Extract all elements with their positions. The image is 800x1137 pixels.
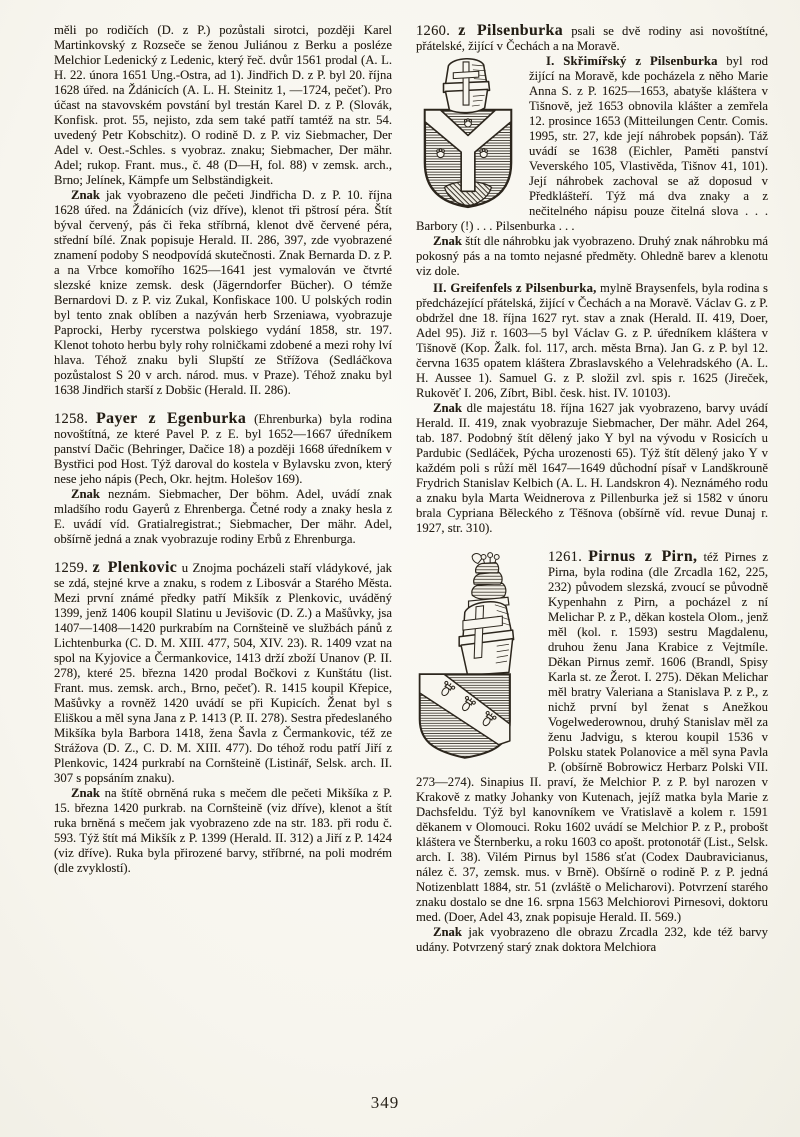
entry-1259 <box>54 560 392 786</box>
body-text: mylně Braysenfels, byla rodina s předcházející přátelská, žijící v Čechách a na Moravě. Václav G. z P. obdržel dne 18. října 1627 ryt. stav a znak (Herald. II. 419, Doer, Adel 95). Již r. 1603—5 byl Václav G. z P. úředníkem kláštera v Tišnově (Kop. Žalk. fol. 117, arch. města Brna). Jan G. z P. byl 12. června 1635 opatem kláštera Zbraslavského a Velehradského (A. L. H. Aussee 1). Samuel G. z P. složil zvl. spis r. 1625 (Jireček, Rukověť I. 206, Zíbrt, Bibl. česk. hist. IV. 10103). <box>416 281 768 400</box>
entry-number: 1259. <box>54 560 89 576</box>
body-text: též Pirnes z Pirna, byla rodina (dle Zrcadla 162, 225, 232) původem slezská, zvoucí se původně Kypenhahn z Pirn, a pocházel z ní Melichar P. z P., děkan kostela Olom., jenž měl (kol. r. 1593) sestru Magdalenu, druhou ženu Jana Krabice z Vejtmíle. Děkan Pirnus zemř. 1606 (Brandl, Spisy Karla st. ze Žerot. I. 275). Děkan Melichar měl bratry Valeriana a Stanislava P. z P., z nichž první byl ženat s Anežkou Vogelwederownou, druhý Stanislav měl za ženu Jadvigu, s kterou koupil 1536 v Polsku statek Polanovice a měl syna Pavla P. (obšírně Bobrowicz Herbarz Polski VII. 273—274). Sinapius II. praví, že Melchior P. z P. byl narozen v Krakově z matky Johanky von Kutenach, jejíž matka byla Marie z Dachsfeldu. Týž byl kanovníkem ve Vratislavě a kolem r. 1591 děkanem v Olomouci. Roku 1602 uvádí se Melchior P. z P., probošt kláštera ve Šternberku, a roku 1603 co apošt. protonotář (List., Selsk. arch. I. 38). Vilém Pirnus byl 1586 sťat (Codex Daubravicianus, nález č. 37, zemsk. mus. v Brně). Obšírně o rodině P. z P. jedná Notizenblatt 1884, str. 51 (zvláště o Melicharovi). Potvrzení starého znaku dostalo se dne 16. srpna 1563 Melchiorovi Pirnesovi, doktoru med. (Doer, Adel 43, znak popisuje Herald. II. 569.) <box>416 550 769 924</box>
body-text: jak vyobrazeno dle obrazu Zrcadla 232, kde též barvy udány. Potvrzený starý znak doktora Melchiora <box>416 925 768 954</box>
body-text: měli po rodičích (D. z P.) pozůstali sirotci, později Karel Martinkovský z Rozseče se ženou Juliánou z Berku a posléze Melchior Ledenický z Ledenic, který řeč. dvůr 1561 prodal (A. L. H. 22. února 1651 Ung.-Ostra, ad 1). Jindřich D. z P. byl 20. října 1628 úřed. na Ždánicích (A. L. H. Steinitz 1, —1724, pečeť). Pro účast na stavovském povstání byl trestán Karel D. z P. (Slovák, Konfisk. prot. 55, nejisto, zda sem také patří tamtéž na str. 54. uvedený Petr Kobschitz). O rodině D. z P. viz Siebmacher, Der Adel v. Oest.-Schles. s vyobraz. znaku; Siebmacher, Der mähr. Adel; rukop. Frant. mus., č. 48 (D—H, fol. 88) v zemsk. arch., Brno; Jelínek, Kämpfe um Selbständigkeit. <box>54 23 392 187</box>
left-column <box>54 23 392 955</box>
page-number: 349 <box>370 1093 400 1112</box>
sub-entry-heading: II. Greifenfels z Pilsenburka, <box>433 281 597 295</box>
pirnus-coat-of-arms-image <box>416 552 538 759</box>
entry-title: Payer z Egenburka <box>96 410 247 427</box>
continuation-paragraph <box>54 23 392 188</box>
body-text: psali se dvě rodiny asi novoštítné, přátelské, žijící v Čechách a na Moravě. <box>416 24 768 53</box>
right-column <box>416 23 768 955</box>
entry-1260 <box>416 23 768 54</box>
entry-number: 1261. <box>548 549 583 565</box>
entry-1258 <box>54 411 392 487</box>
znak-paragraph-1258 <box>54 487 392 547</box>
body-text: dle majestátu 18. října 1627 jak vyobrazeno, barvy uvádí Herald. II. 419, znak vyobrazuje Siebmacher, Der mähr. Adel 264, tab. 187. Podobný štít dělený jako Y byl na vývodu v Rosicích u Pardubic (Sedláček, Pýcha urozenosti 65). Týž štít dělený jako Y v každém poli s růží měl 1647—1649 důchodní písař v Landškrouně Frydrich Stanislav Kelbich (A. L. H. Landskron 4). Neznámého rodu a znaku byla Marta Weidnerova z Pillenburka jež si 1582 v únoru brala Cypriana Běleckého z Těšnova (obšírně víd. revue Dunaj r. 1927, str. 310). <box>416 401 768 535</box>
znak-paragraph-greifenfels <box>416 401 768 536</box>
znak-paragraph-dubravka <box>54 188 392 398</box>
sub-entry-heading: I. Skřimířský z Pilsenburka <box>546 54 718 68</box>
body-text: neznám. Siebmacher, Der böhm. Adel, uvádí znak mladšího rodu Gayerů z Ehrenberga. Četné rody a znaky hesla z E. uvádí víd. Gratialregistrat.; Siebmacher, Der mähr. Adel, obšírně jedná a znak vyobrazuje rodiny Erbů z Ehrenburga. <box>54 487 392 546</box>
body-text: na štítě obrněná ruka s mečem dle pečeti Mikšíka z P. 15. března 1420 purkrab. na Cornšteině (viz dříve), klenot a štít ruka brněná s mečem jak vyobrazeno zde na str. 183. při rodu č. 593. Týž štít má Mikšík z P. 1399 (Herald. II. 312) a Jiří z P. 1424 (viz dříve). Ruka byla přirozené barvy, stříbrné, na poli modrém (dle zvyklostí). <box>54 786 392 875</box>
znak-paragraph-1259 <box>54 786 392 876</box>
entry-number: 1258. <box>54 411 89 427</box>
znak-lead: Znak <box>71 188 100 202</box>
sub-entry-greifenfels <box>416 281 768 401</box>
entry-title: z Pilsenburka <box>458 22 564 39</box>
skrimirsky-coat-of-arms-image <box>419 57 517 209</box>
body-text: byl rod žijící na Moravě, kde pocházela z něho Marie Anna S. z P. 1625—1653, abatyše kláštera v Tišnově, jež 1653 obnovila klášter a zemřela 12. prosince 1653 (Mitteilungen Centr. Comis. 1995, str. 27, kde její náhrobek popsán). Táž uvádí se 1638 (Eichler, Paměti panství Veverského 105, Vlastivěda, Tišnov 41, 101). Její náhrobek zachoval se až doposud v Předklášteří. Týž má dva znaky a z nečitelného nápisu pouze čitelná slova . . . Barbory (!) . . . Pilsenburka . . . <box>416 54 768 233</box>
znak-lead: Znak <box>433 401 462 415</box>
body-text: štít dle náhrobku jak vyobrazeno. Druhý znak náhrobku má pokosný pás a na tomto nejasné předměty. Ohledně barev a klenotu viz dole. <box>416 234 768 278</box>
body-text: (Ehrenburka) byla rodina novoštítná, ze které Pavel P. z E. byl 1652—1667 úředníkem panství Dačic (Behringer, Dačice 18) a později 1668 úředníkem v Bystřici pod Host. Týž daroval do kostela v Bylavsku zvon, který nese jeho nápis (Pech, Okr. hejtm. Holešov 169). <box>54 412 393 486</box>
entry-title: Pirnus z Pirn, <box>588 548 698 565</box>
znak-lead: Znak <box>71 786 100 800</box>
sub-entry-skrimirsky <box>416 54 768 234</box>
body-text: u Znojma pocházeli staří vládykové, jak se zdá, stejné krve a znaku, s rodem z Libosvár a Starého Města. Mezi první známé předky patří Mikšík z Plenkovic, uváděný 1399, jenž 1406 koupil Slatinu u Jevišovic (D. Z.) a Mašůvky, jsa 1407—1408—1420 purkrabím na Cornšteině ve službách pánů z Lichtenburka (C. D. M. XIII. 477, 504, XIV. 23). R. 1409 vzat na spol na Kyjovice a Čermankovice, 1413 drží zboží Unanov (P. II. 278), které 25. března 1420 prodal Bočkovi z Kunštátu (list. Frant. mus. zemsk. arch., Brno, pečeť). R. 1415 koupil Křepice, Mašůvky a rovněž 1420 uvádí se při Kupicích. Ženat byl s Eliškou a měl syna Jana z P. 1413 (P. II. 278). Sestra předeslaného Mikšíka byla Barbora 1418, žena Šavla z Čermankovic, též ze Strážova (D. Z., C. D. M. XIII. 477). Do téhož rodu patří Jiří z Plenkovic, 1424 purkrabí na Cornšteině (Listinář, Selsk. arch. II. 307 s popsáním znaku). <box>54 561 393 785</box>
entry-title: z Plenkovic <box>92 559 178 576</box>
znak-paragraph-skrimirsky <box>416 234 768 279</box>
znak-lead: Znak <box>71 487 100 501</box>
entry-1261 <box>416 549 768 925</box>
entry-number: 1260. <box>416 23 451 39</box>
znak-paragraph-1261 <box>416 925 768 955</box>
znak-lead: Znak <box>433 234 462 248</box>
body-text: jak vyobrazeno dle pečeti Jindřicha D. z P. 10. října 1628 úřed. na Ždánicích (viz dříve), klenot tři pštrosí péra. Štít býval červený, pás či řeka stříbrná, klenot dvě červené péra, střední bílé. Znak popisuje Herald. II. 286, 397, zde vyobrazené znamení podoby S neodpovídá skutečnosti. Znak Bernarda D. z P. a na Vrbce komořího 1625—1641 jest vymalován ve čtvrté slezské knize zemsk. desk (Jägerndorfer Bücher). O témže Bernardovi D. z P. viz Zukal, Konfiskace 100. U polských rodin byl tento znak oblíben a nazýván herb Srzeniawa, vyobrazuje Paprocki, Herby rycerstwa polskiego vydání 1858, str. 197. Klenot tohoto herbu byly rohy rolničkami zdobené a mezi rohy lví hlava. Téhož znaku byli Slupští ze Střížova (Sedláčkova pozůstalost S 20 v arch. národ. mus. v Praze). Téhož znaku byl 1638 Jindřich starší z Dobšic (Herald. II. 286). <box>54 188 392 397</box>
znak-lead: Znak <box>433 925 462 939</box>
